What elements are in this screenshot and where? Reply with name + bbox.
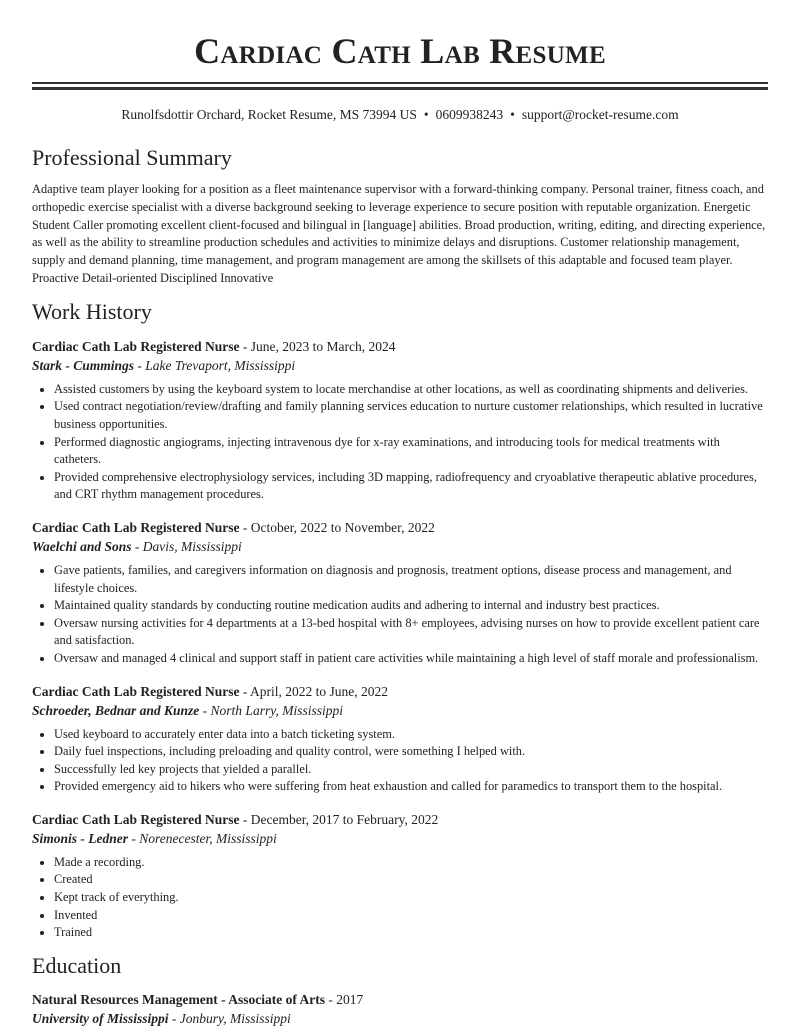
contact-line: [32, 106, 768, 124]
job-employer-line: [32, 701, 768, 720]
education-header: [32, 990, 768, 1009]
education-entry: [32, 990, 768, 1028]
contact-email[interactable]: support@rocket-resume.com: [521, 107, 679, 122]
job-title: Cardiac Cath Lab Registered Nurse: [32, 683, 240, 699]
job-employer-line: [32, 356, 768, 375]
job-bullets: [32, 381, 768, 504]
education-degree: Natural Resources Management - Associate of Arts: [32, 991, 325, 1007]
work-history-list: [32, 337, 768, 942]
job-bullet: • Used keyboard to accurately enter data into a batch ticketing system.: [54, 726, 768, 744]
contact-address: Runolfsdottir Orchard, Rocket Resume, MS 73994 US: [121, 107, 417, 122]
education-year: 2017: [336, 991, 364, 1007]
job-bullet: • Created: [54, 871, 768, 889]
job-dates: December, 2017 to February, 2022: [250, 811, 439, 827]
job-bullet: • Invented: [54, 907, 768, 925]
job-bullets: [32, 726, 768, 796]
job-bullet: • Kept track of everything.: [54, 889, 768, 907]
job-entry: [32, 810, 768, 942]
job-location-dash: -: [131, 538, 143, 554]
job-location-dash: -: [128, 830, 140, 846]
work-history-heading: Work History: [32, 298, 152, 324]
job-employer: Simonis - Ledner: [32, 830, 129, 846]
job-bullet: • Maintained quality standards by conducting routine medication audits and adhering to internal and industry best practices.: [54, 597, 768, 615]
job-location-dash: -: [134, 357, 146, 373]
job-employer-line: [32, 537, 768, 556]
job-bullet: • Gave patients, families, and caregivers information on diagnosis and prognosis, treatment options, disease process and management, and lifestyle choices.: [54, 562, 768, 597]
job-dates-dash: -: [239, 519, 251, 535]
job-location: Norenecester, Mississippi: [139, 830, 277, 846]
job-title: Cardiac Cath Lab Registered Nurse: [32, 811, 240, 827]
contact-separator: •: [423, 107, 429, 122]
contact-separator: •: [510, 107, 515, 122]
job-bullet: • Oversaw and managed 4 clinical and support staff in patient care activities while maintaining a high level of staff morale and professionalism.: [54, 650, 768, 668]
job-bullet: • Assisted customers by using the keyboard system to locate merchandise at other locations, as well as coordinating shipments and deliveries.: [54, 381, 768, 399]
job-bullets: [32, 562, 768, 668]
job-employer: Waelchi and Sons: [32, 538, 132, 554]
job-header: [32, 682, 768, 701]
education-school: University of Mississippi: [32, 1010, 169, 1026]
job-location: North Larry, Mississippi: [210, 702, 343, 718]
job-header: [32, 518, 768, 537]
education-year-dash: -: [324, 991, 337, 1007]
job-bullet: • Made a recording.: [54, 854, 768, 872]
job-entry: [32, 518, 768, 668]
job-bullet: • Trained: [54, 924, 768, 942]
job-header: [32, 810, 768, 829]
job-dates-dash: -: [239, 811, 251, 827]
job-employer: Schroeder, Bednar and Kunze: [32, 702, 200, 718]
job-location: Lake Trevaport, Mississippi: [145, 357, 296, 373]
summary-heading: Professional Summary: [32, 145, 232, 170]
job-employer-line: [32, 829, 768, 848]
education-location: Jonbury, Mississippi: [179, 1010, 291, 1026]
job-location-dash: -: [199, 702, 211, 718]
education-location-dash: -: [168, 1010, 180, 1026]
job-dates: June, 2023 to March, 2024: [250, 338, 396, 354]
education-heading: Education: [32, 952, 122, 978]
job-dates: October, 2022 to November, 2022: [250, 519, 435, 535]
job-bullet: • Provided comprehensive electrophysiology services, including 3D mapping, radiofrequency and cryoablative therapeutic ablative procedures, and CRT rhythm management procedures.: [54, 469, 768, 504]
job-bullet: • Provided emergency aid to hikers who were suffering from heat exhaustion and called for paramedics to transport them to the hospital.: [54, 778, 768, 796]
job-employer: Stark - Cummings: [32, 357, 135, 373]
job-bullets: [32, 854, 768, 942]
education-list: [32, 990, 768, 1028]
job-bullet: • Performed diagnostic angiograms, injecting intravenous dye for x-ray examinations, and introducing tools for medical treatments with catheters.: [54, 434, 768, 469]
job-title: Cardiac Cath Lab Registered Nurse: [32, 519, 240, 535]
job-dates-dash: -: [239, 683, 250, 699]
education-school-line: [32, 1009, 768, 1028]
contact-phone[interactable]: 0609938243: [435, 107, 504, 122]
resume-title: Cardiac Cath Lab Resume: [194, 31, 606, 71]
job-dates: April, 2022 to June, 2022: [250, 683, 388, 699]
job-bullet: • Used contract negotiation/review/drafting and family planning services education to nurture customer relationships, which resulted in lucrative business opportunities.: [54, 398, 768, 433]
job-dates-dash: -: [239, 338, 251, 354]
job-bullet: • Daily fuel inspections, including preloading and quality control, were something I helped with.: [54, 743, 768, 761]
job-entry: [32, 682, 768, 796]
job-bullet: • Oversaw nursing activities for 4 departments at a 13-bed hospital with 8+ employees, advising nurses on how to provide excellent patient care and satisfaction.: [54, 615, 768, 650]
title-divider: [32, 82, 768, 90]
job-bullet: • Successfully led key projects that yielded a parallel.: [54, 761, 768, 779]
job-location: Davis, Mississippi: [142, 538, 242, 554]
job-entry: [32, 337, 768, 504]
summary-text: Adaptive team player looking for a position as a fleet maintenance supervisor with a forward-thinking company. Personal trainer, fitness coach, and orthopedic exercise specialist with a diverse background seeking to leverage experience to secure position with reputable organization. Energetic Student Caller promoting excellent client-focused and bilingual in [language] abilities. Broad production, writing, editing, and directing experience, as well as the ability to streamline production schedules and activities to minimize delays and disruptions. Customer relationship management, supply and demand planning, time management, and program management are among the skillsets of this adaptable and focused team player. Proactive Detail-oriented Disciplined Innovative: [32, 182, 766, 285]
job-title: Cardiac Cath Lab Registered Nurse: [32, 338, 240, 354]
job-header: [32, 337, 768, 356]
